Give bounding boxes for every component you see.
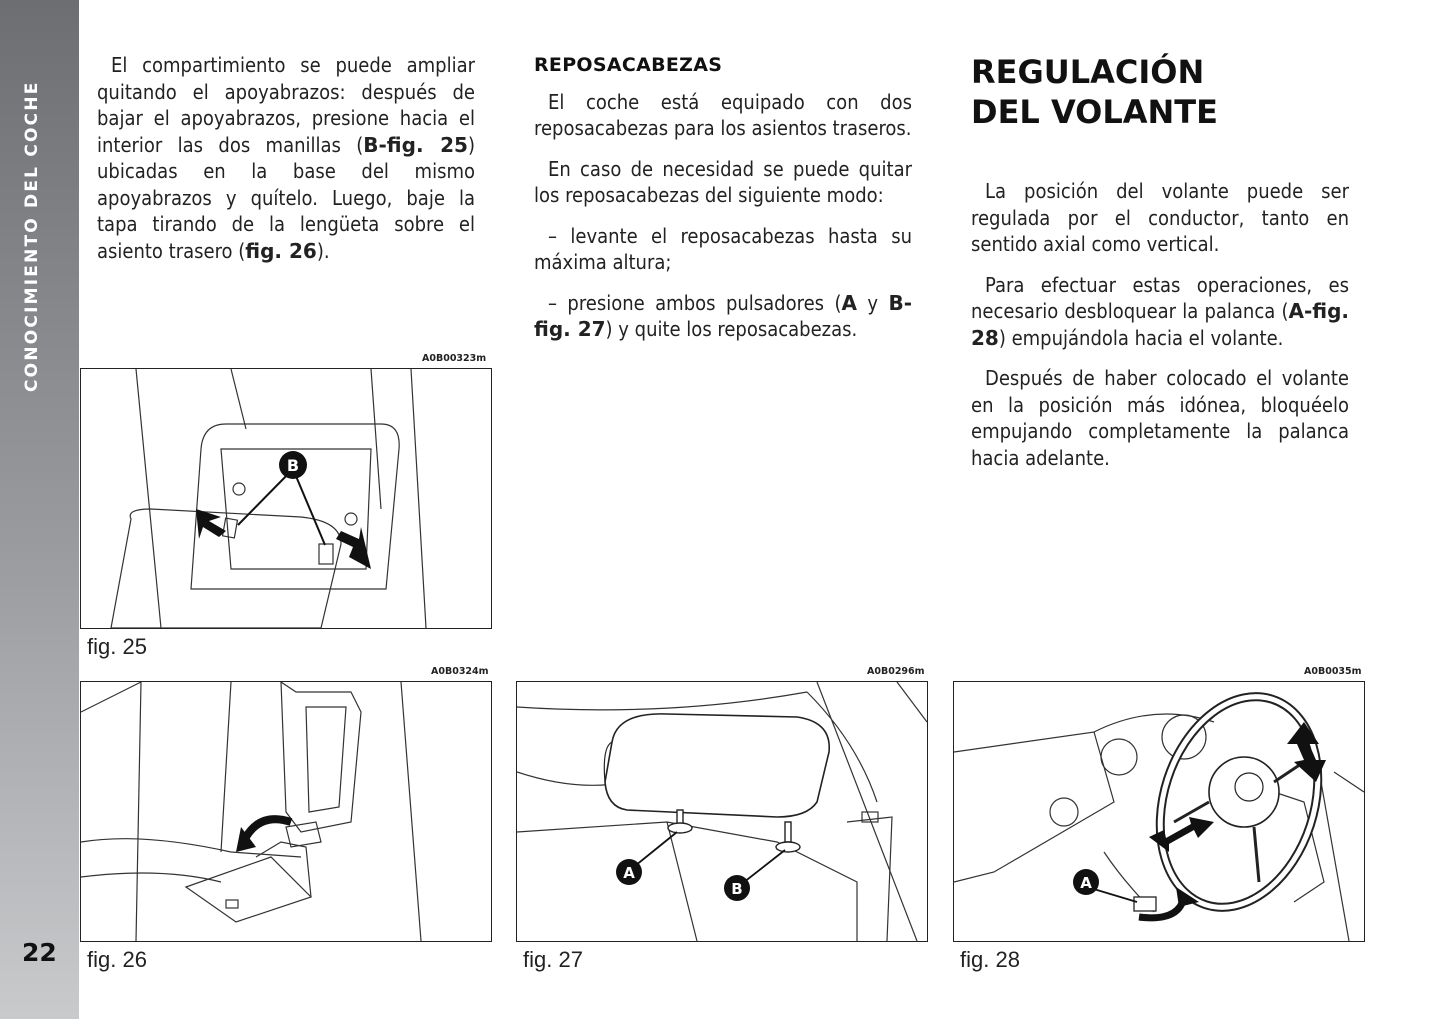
sidebar (0, 0, 79, 1019)
column-left (97, 52, 475, 278)
figure-28-steering-wheel (953, 681, 1365, 942)
paragraph-headrests-1: El coche está equipado con dos reposacabezas para los asientos traseros. (534, 89, 912, 140)
paragraph-steering-1: La posición del volante puede ser regulada por el conductor, tanto en sentido axial como vertical. (971, 179, 1349, 256)
heading-steering: REGULACIÓN DEL VOLANTE (971, 53, 1218, 131)
column-right (971, 52, 1349, 485)
callout-b: B (731, 880, 743, 898)
figure-27-headrest (516, 681, 928, 942)
figure-caption: fig. 27 (523, 947, 583, 972)
paragraph-armrest: El compartimiento se puede ampliar quitando el apoyabrazos: después de bajar el apoyabrazos, presione hacia el interior las dos manillas (B-fig. 25) ubicadas en la base del mismo apoyabrazos y quítelo. Luego, baje la tapa tirando de la lengüeta sobre el asiento trasero (fig. 26). (97, 53, 475, 263)
paragraph-headrests-4: – presione ambos pulsadores (A y B-fig. 27) y quite los reposacabezas. (534, 290, 912, 341)
figure-caption: fig. 26 (87, 947, 147, 972)
paragraph-steering-3: Después de haber colocado el volante en la posición más idónea, bloquéelo empujando completamente la palanca hacia adelante. (971, 366, 1349, 470)
figure-code: A0B0296m (867, 666, 925, 677)
figure-code: A0B00323m (422, 353, 487, 364)
paragraph-headrests-3: – levante el reposacabezas hasta su máxima altura; (534, 223, 912, 274)
figure-25-armrest (80, 368, 492, 629)
section-title: CONOCIMIENTO DEL COCHE (22, 80, 42, 392)
figure-26-rear-seat (80, 681, 492, 942)
page-number: 22 (22, 938, 57, 967)
figure-caption: fig. 28 (960, 947, 1020, 972)
figure-code: A0B0324m (431, 666, 489, 677)
figure-caption: fig. 25 (87, 634, 147, 659)
callout-b: B (286, 456, 300, 475)
figure-code: A0B0035m (1304, 666, 1362, 677)
column-middle (534, 52, 912, 357)
callout-a: A (623, 864, 635, 882)
paragraph-steering-2: Para efectuar estas operaciones, es necesario desbloquear la palanca (A-fig. 28) empujándola hacia el volante. (971, 272, 1349, 350)
heading-headrests: REPOSACABEZAS (534, 54, 723, 76)
paragraph-headrests-2: En caso de necesidad se puede quitar los reposacabezas del siguiente modo: (534, 156, 912, 207)
callout-a: A (1080, 874, 1092, 892)
